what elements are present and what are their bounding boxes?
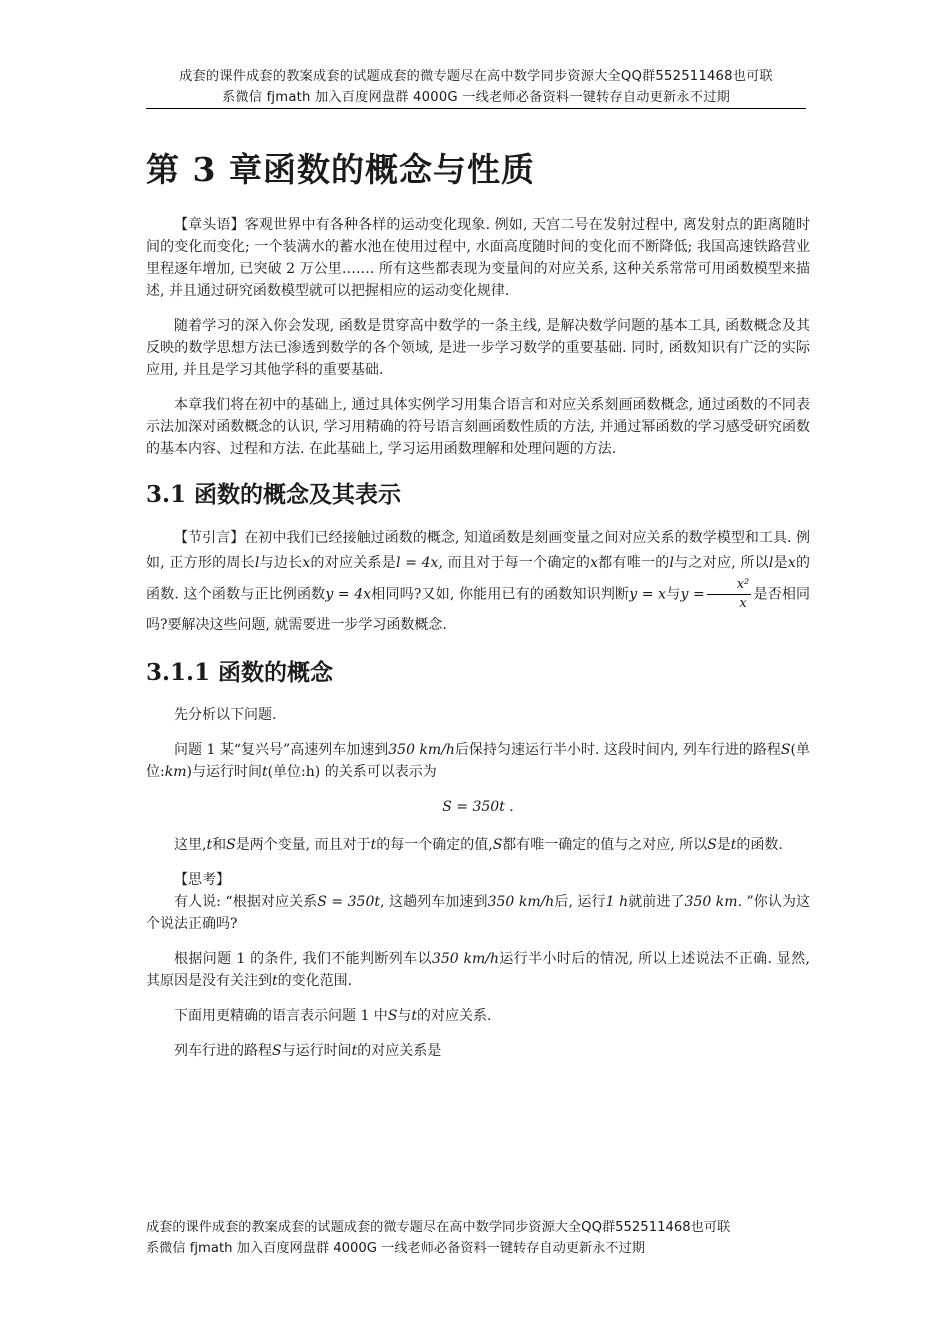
section-intro-paragraph: 【节引言】在初中我们已经接触过函数的概念, 知道函数是刻画变量之间对应关系的数学模型和工具. 例如, 正方形的周长l与边长x的对应关系是l = 4x, 而且对于每一个确定的x都有唯一的l与之对应, 所以l是x的函数. 这个函数与正比例函数y = 4x相同吗?又如, 你能用已有的函数知识判断y = x与y = $\frac{\text{x²}}{x}$ 是否相同吗?要解决这些问题, 就需要进一步学习函数概念.	[146, 530, 811, 633]
section-title-3-1: 3.1 函数的概念及其表示	[146, 481, 402, 508]
chapter-intro-paragraph-1: 【章头语】客观世界中有各种各样的运动变化现象. 例如, 天宫二号在发射过程中, 离发射点的距离随时间的变化而变化; 一个装满水的蓄水池在使用过程中, 水面高度随时间的变化而不断降低; 我国高速铁路营业里程逐年增加, 已突破 2 万公里……. 所有这些都表现为变量间的对应关系, 这种关系常常可用函数模型来描述, 并且通过研究函数模型就可以把握相应的运动变化规律.	[146, 217, 810, 299]
paragraph-relation: 列车行进的路程S与运行时间t的对应关系是	[174, 1043, 442, 1059]
footer-line-1: 成套的课件成套的教案成套的试题成套的微专题尽在高中数学同步资源大全QQ群552511468也可联	[146, 1220, 731, 1235]
page-header	[146, 66, 806, 108]
paragraph-precise-language: 下面用更精确的语言表示问题 1 中S与t的对应关系.	[174, 1008, 492, 1024]
header-rule	[146, 108, 806, 109]
think-label: 【思考】	[174, 872, 230, 888]
paragraph-here-variables: 这里,t和S是两个变量, 而且对于t的每一个确定的值,S都有唯一确定的值与之对应, 所以S是t的函数.	[174, 837, 783, 853]
section-title-3-1-1: 3.1.1 函数的概念	[146, 659, 334, 686]
formula-l-4x: l = 4x	[396, 555, 439, 571]
chapter-title: 第 3 章函数的概念与性质	[146, 150, 535, 189]
formula-y-4x: y = 4x	[325, 586, 372, 603]
header-line-1: 成套的课件成套的教案成套的试题成套的微专题尽在高中数学同步资源大全QQ群552511468也可联	[179, 69, 773, 84]
chapter-intro-paragraph-3: 本章我们将在初中的基础上, 通过具体实例学习用集合语言和对应关系刻画函数概念, 通过函数的不同表示法加深对函数概念的认识, 学习用精确的符号语言刻画函数性质的方法, 并通过幂函数的学习感受研究函数的基本内容、过程和方法. 在此基础上, 学习运用函数理解和处理问题的方法.	[146, 397, 810, 457]
think-paragraph: 有人说: “根据对应关系S = 350t, 这趟列车加速到350 km/h后, 运行1 h就前进了350 km. ”你认为这个说法正确吗?	[146, 894, 811, 932]
formula-s-350t: S = 350t .	[442, 799, 514, 815]
chapter-intro-paragraph-2: 随着学习的深入你会发现, 函数是贯穿高中数学的一条主线, 是解决数学问题的基本工具, 函数概念及其反映的数学思想方法已渗透到数学的各个领域, 是进一步学习数学的重要基础. 同时, 函数知识有广泛的实际应用, 并且是学习其他学科的重要基础.	[146, 318, 810, 378]
formula-y-x: y = x	[629, 586, 667, 603]
problem-1-paragraph: 问题 1 某“复兴号”高速列车加速到350 km/h后保持匀速运行半小时. 这段时间内, 列车行进的路程S(单位:km)与运行时间t(单位:h) 的关系可以表示为	[146, 742, 810, 780]
answer-paragraph: 根据问题 1 的条件, 我们不能判断列车以350 km/h运行半小时后的情况, 所以上述说法不正确. 显然, 其原因是没有关注到t的变化范围.	[146, 951, 810, 989]
page-footer	[146, 1217, 806, 1259]
footer-line-2: 系微信 fjmath 加入百度网盘群 4000G 一线老师必备资料一键转存自动更新永不过期	[146, 1241, 645, 1256]
header-line-2: 系微信 fjmath 加入百度网盘群 4000G 一线老师必备资料一键转存自动更新永不过期	[222, 90, 730, 105]
fraction-x-squared-over-x: $\frac{\text{x²}}{x}$	[707, 576, 752, 613]
main-content	[146, 140, 810, 1075]
paragraph-first-analyze: 先分析以下问题.	[174, 707, 277, 723]
